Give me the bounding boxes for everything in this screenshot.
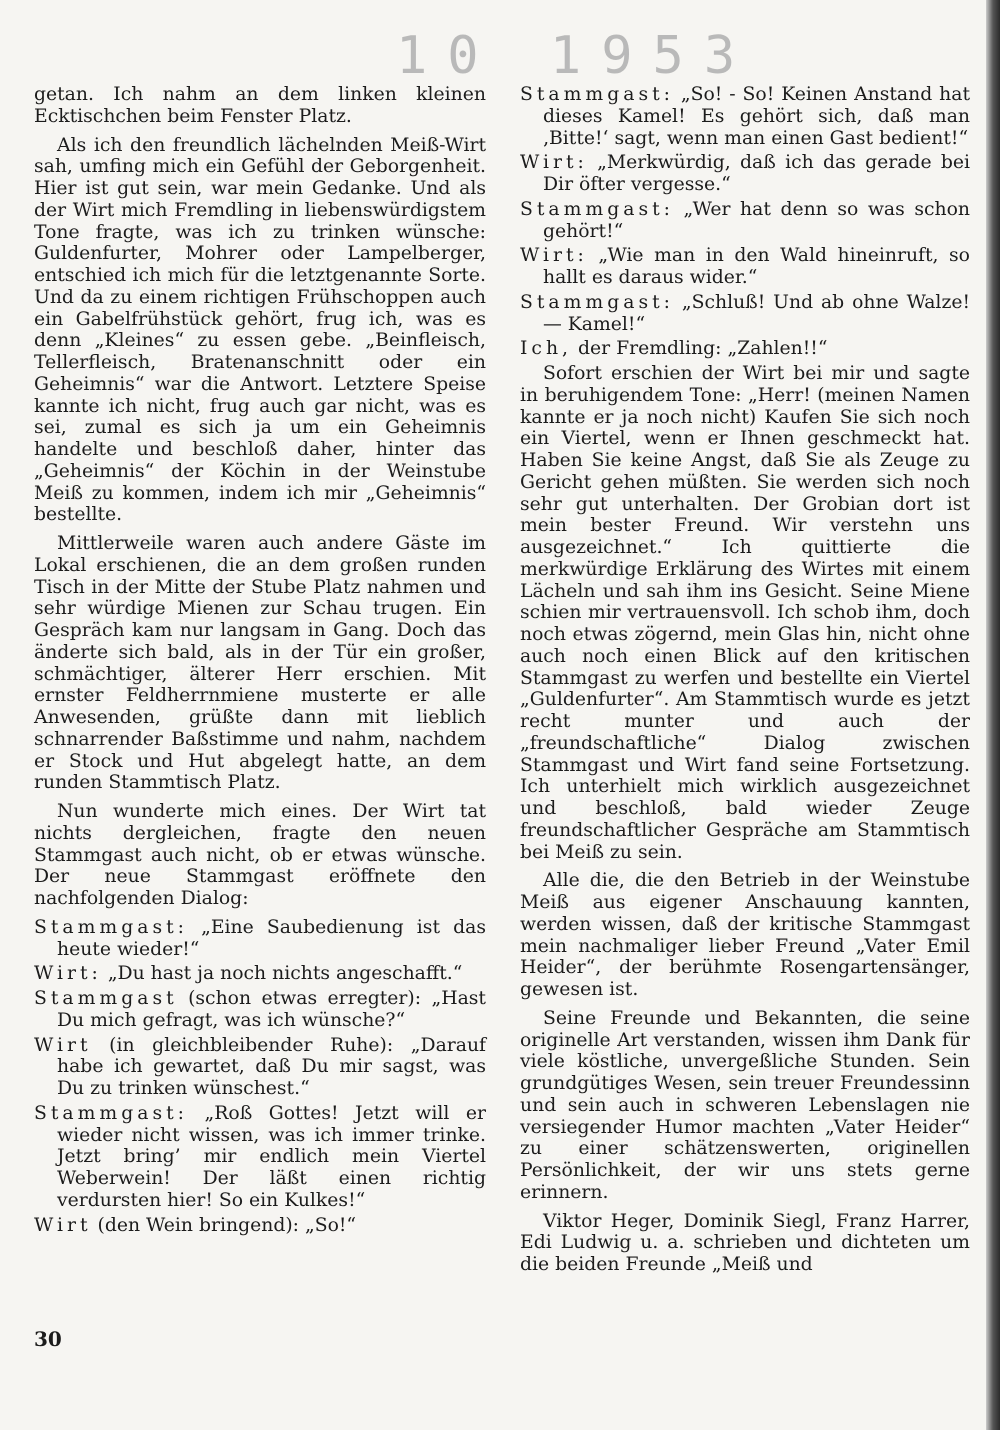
left-column	[34, 84, 486, 1239]
dialogue-line	[520, 292, 970, 336]
speaker-name: Wirt:	[520, 245, 588, 267]
paragraph: Alle die, die den Betrieb in der Weinstube Meiß aus eigener Anschauung kannten, werden wissen, daß der kritische Stammgast mein nachmaliger lieber Freund „Vater Emil Heider“, der berühmte Rosengartensänger, gewesen ist.	[520, 870, 970, 1000]
dialogue-line	[520, 199, 970, 243]
dialogue-line	[34, 988, 486, 1032]
speaker-name: Stammgast:	[520, 291, 674, 313]
dialogue-text: (den Wein bringend): „So!“	[97, 1214, 357, 1236]
dialogue-line	[34, 917, 486, 961]
dialogue-text: „Du hast ja noch nichts angeschafft.“	[107, 963, 463, 985]
dialogue-text: „Wer hat denn so was schon gehört!“	[543, 198, 970, 242]
paragraph: Seine Freunde und Bekannten, die seine originelle Art verstanden, wissen ihm Dank für viele köstliche, unvergeßliche Stunden. Sein grundgütiges Wesen, sein treuer Freundessinn und sein auch in schweren Lebenslagen nie versiegender Humor machten „Vater Heider“ zu einer schätzenswerten, originellen Persönlichkeit, der wir uns stets gerne erinnern.	[520, 1007, 970, 1203]
dialogue-line	[34, 963, 486, 985]
page-edge-shadow	[986, 0, 1000, 1430]
dialogue-line	[520, 245, 970, 289]
speaker-name: Stammgast	[34, 988, 178, 1009]
speaker-name: Wirt:	[34, 963, 102, 985]
speaker-name: Stammgast:	[520, 84, 674, 105]
dialogue-text: (in gleichbleibender Ruhe): „Darauf habe ich gewartet, daß Du mir sagst, was Du zu trinken wünschest.“	[57, 1034, 486, 1099]
dialogue-line	[520, 84, 970, 149]
speaker-name: Ich,	[520, 338, 573, 360]
dialogue-line	[34, 1035, 486, 1100]
dialogue-text: „Wie man in den Wald hineinruft, so hallt es daraus wider.“	[543, 245, 970, 288]
speaker-name: Stammgast:	[520, 198, 674, 220]
dialogue-line	[520, 152, 970, 196]
speaker-name: Wirt:	[520, 152, 588, 174]
dialogue-text: „Schluß! Und ab ohne Walze! — Kamel!“	[543, 291, 970, 335]
faded-stamp: 10 1953	[396, 26, 756, 86]
dialogue-line	[34, 1103, 486, 1212]
dialogue-text: „So! - So! Keinen Anstand hat dieses Kamel! Es gehört sich, daß man ‚Bitte!‘ sagt, wenn man einen Gast bedient!“	[543, 84, 970, 149]
dialogue-text: (schon etwas erregter): „Hast Du mich gefragt, was ich wünsche?“	[57, 988, 486, 1031]
dialogue-text: „Eine Saubedienung ist das heute wieder!“	[57, 916, 486, 960]
speaker-name: Stammgast:	[34, 916, 188, 938]
paragraph: Sofort erschien der Wirt bei mir und sagte in beruhigendem Tone: „Herr! (meinen Namen kannte er ja noch nicht) Kaufen Sie sich noch ein Viertel, wenn er Ihnen geschmeckt hat. Haben Sie keine Angst, daß Sie als Zeuge zu Gericht gehen müßten. Sie werden sich noch sehr gut unterhalten. Der Grobian dort ist mein bester Freund. Wir verstehn uns ausgezeichnet.“ Ich quittierte die merkwürdige Erklärung des Wirtes mit einem Lächeln und sah ihm ins Gesicht. Seine Miene schien mir vertrauensvoll. Ich schob ihm, doch noch etwas zögernd, mein Glas hin, nicht ohne auch noch einen Blick auf den kritischen Stammgast zu werfen und bestellte ein Viertel „Guldenfurter“. Am Stammtisch wurde es jetzt recht munter und auch der „freundschaftliche“ Dialog zwischen Stammgast und Wirt fand seine Fortsetzung. Ich unterhielt mich wirklich ausgezeichnet und beschloß, bald wieder Zeuge freundschaftlicher Gespräche am Stammtisch bei Meiß zu sein.	[520, 363, 970, 863]
page-number: 30	[34, 1327, 62, 1351]
speaker-name: Wirt	[34, 1034, 92, 1056]
dialogue-text: „Merkwürdig, daß ich das gerade bei Dir öfter vergesse.“	[543, 152, 970, 195]
dialogue-text: der Fremdling: „Zahlen!!“	[578, 338, 828, 360]
speaker-name: Wirt	[34, 1214, 92, 1236]
paragraph: getan. Ich nahm an dem linken kleinen Ecktischchen beim Fenster Platz.	[34, 84, 486, 127]
dialogue-line	[520, 338, 970, 360]
right-column	[520, 84, 970, 1283]
dialogue-text: „Roß Gottes! Jetzt will er wieder nicht wissen, was ich immer trinke. Jetzt bring’ mir endlich mein Viertel Weberwein! Der läßt einen richtig verdursten hier! So ein Kulkes!“	[57, 1102, 486, 1211]
paragraph: Als ich den freundlich lächelnden Meiß-Wirt sah, umfing mich ein Gefühl der Geborgenheit. Hier ist gut sein, war mein Gedanke. Und als der Wirt mich Fremdling in liebenswürdigstem Tone fragte, was ich zu trinken wünsche: Guldenfurter, Mohrer oder Lampelberger, entschied ich mich für die letztgenannte Sorte. Und da zu einem richtigen Frühschoppen auch ein Gabelfrühstück gehört, frug ich, was es denn „Kleines“ zu essen gebe. „Beinfleisch, Tellerfleisch, Bratenanschnitt oder ein Geheimnis“ war die Antwort. Letztere Speise kannte ich nicht, frug auch gar nicht, was es sei, zumal es sich ja um ein Geheimnis handelte und beschloß daher, hinter das „Geheimnis“ der Köchin in der Weinstube Meiß zu kommen, indem ich mir „Geheimnis“ bestellte.	[34, 134, 486, 526]
paragraph: Nun wunderte mich eines. Der Wirt tat nichts dergleichen, fragte den neuen Stammgast auch nicht, ob er etwas wünsche. Der neue Stammgast eröffnete den nachfolgenden Dialog:	[34, 801, 486, 909]
dialogue-line	[34, 1215, 486, 1237]
paragraph: Viktor Heger, Dominik Siegl, Franz Harrer, Edi Ludwig u. a. schrieben und dichteten um die beiden Freunde „Meiß und	[520, 1210, 970, 1275]
speaker-name: Stammgast:	[34, 1102, 188, 1124]
paragraph: Mittlerweile waren auch andere Gäste im Lokal erschienen, die an dem großen runden Tisch in der Mitte der Stube Platz nahmen und sehr würdige Mienen zur Schau trugen. Ein Gespräch kam nur langsam in Gang. Doch das änderte sich bald, als in der Tür ein großer, schmächtiger, älterer Herr erschien. Mit ernster Feldherrnmiene musterte er alle Anwesenden, grüßte dann mit lieblich schnarrender Baßstimme und nahm, nachdem er Stock und Hut abgelegt hatte, an dem runden Stammtisch Platz.	[34, 533, 486, 794]
